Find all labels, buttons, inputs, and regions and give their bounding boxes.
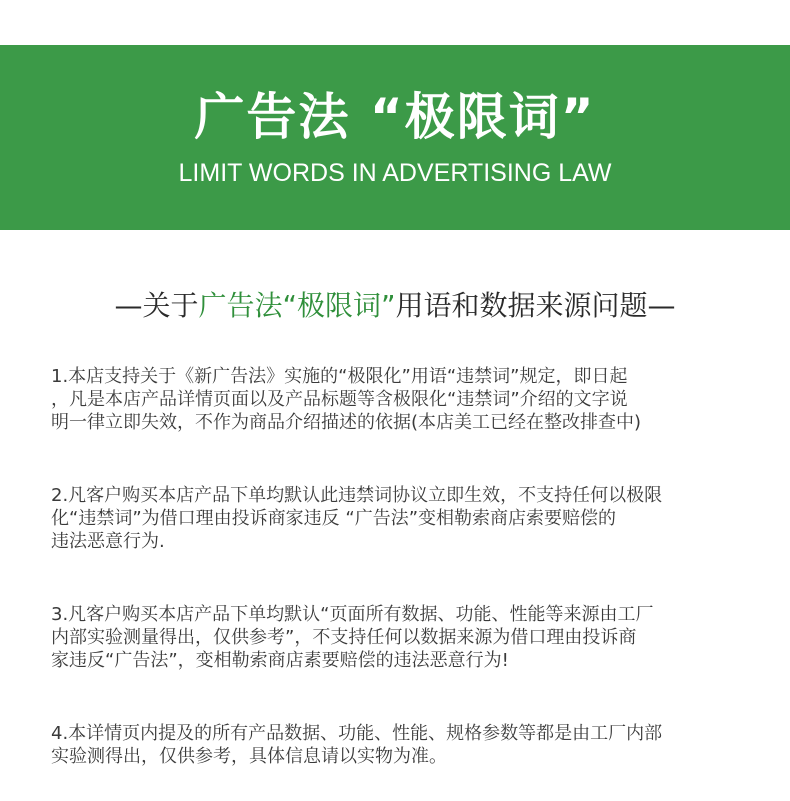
paragraph-line: ，凡是本店产品详情页面以及产品标题等含极限化“违禁词”介绍的文字说 [51,389,628,410]
header-banner [0,45,790,230]
notice-paragraph-1 [51,365,741,434]
notice-paragraph-3 [51,603,741,672]
banner-title: 广告法 “极限词” [194,88,596,146]
heading-highlight: 广告法“极限词” [198,289,396,322]
paragraph-line: 1.本店支持关于《新广告法》实施的“极限化”用语“违禁词”规定，即日起 [51,366,628,387]
paragraph-line: 4.本详情页内提及的所有产品数据、功能、性能、规格参数等都是由工厂内部 [51,723,663,744]
notice-paragraph-2 [51,484,741,553]
paragraph-line: 化“违禁词”为借口理由投诉商家违反 “广告法”变相勒索商店索要赔偿的 [51,508,617,529]
section-heading [0,286,790,326]
paragraph-line: 内部实验测量得出，仅供参考”，不支持任何以数据来源为借口理由投诉商 [51,627,637,648]
heading-suffix: 用语和数据来源问题— [395,289,676,322]
paragraph-line: 明一律立即失效，不作为商品介绍描述的依据(本店美工已经在整改排查中) [51,412,642,433]
paragraph-line: 2.凡客户购买本店产品下单均默认此违禁词协议立即生效，不支持任何以极限 [51,485,663,506]
paragraph-line: 实验测得出，仅供参考，具体信息请以实物为准。 [51,746,447,767]
notice-paragraph-4 [51,722,741,768]
heading-prefix: —关于 [114,289,199,322]
paragraph-line: 家违反“广告法”，变相勒索商店素要赔偿的违法恶意行为! [51,650,509,671]
paragraph-line: 违法恶意行为. [51,531,165,552]
paragraph-line: 3.凡客户购买本店产品下单均默认“页面所有数据、功能、性能等来源由工厂 [51,604,654,625]
banner-subtitle: LIMIT WORDS IN ADVERTISING LAW [178,159,612,187]
